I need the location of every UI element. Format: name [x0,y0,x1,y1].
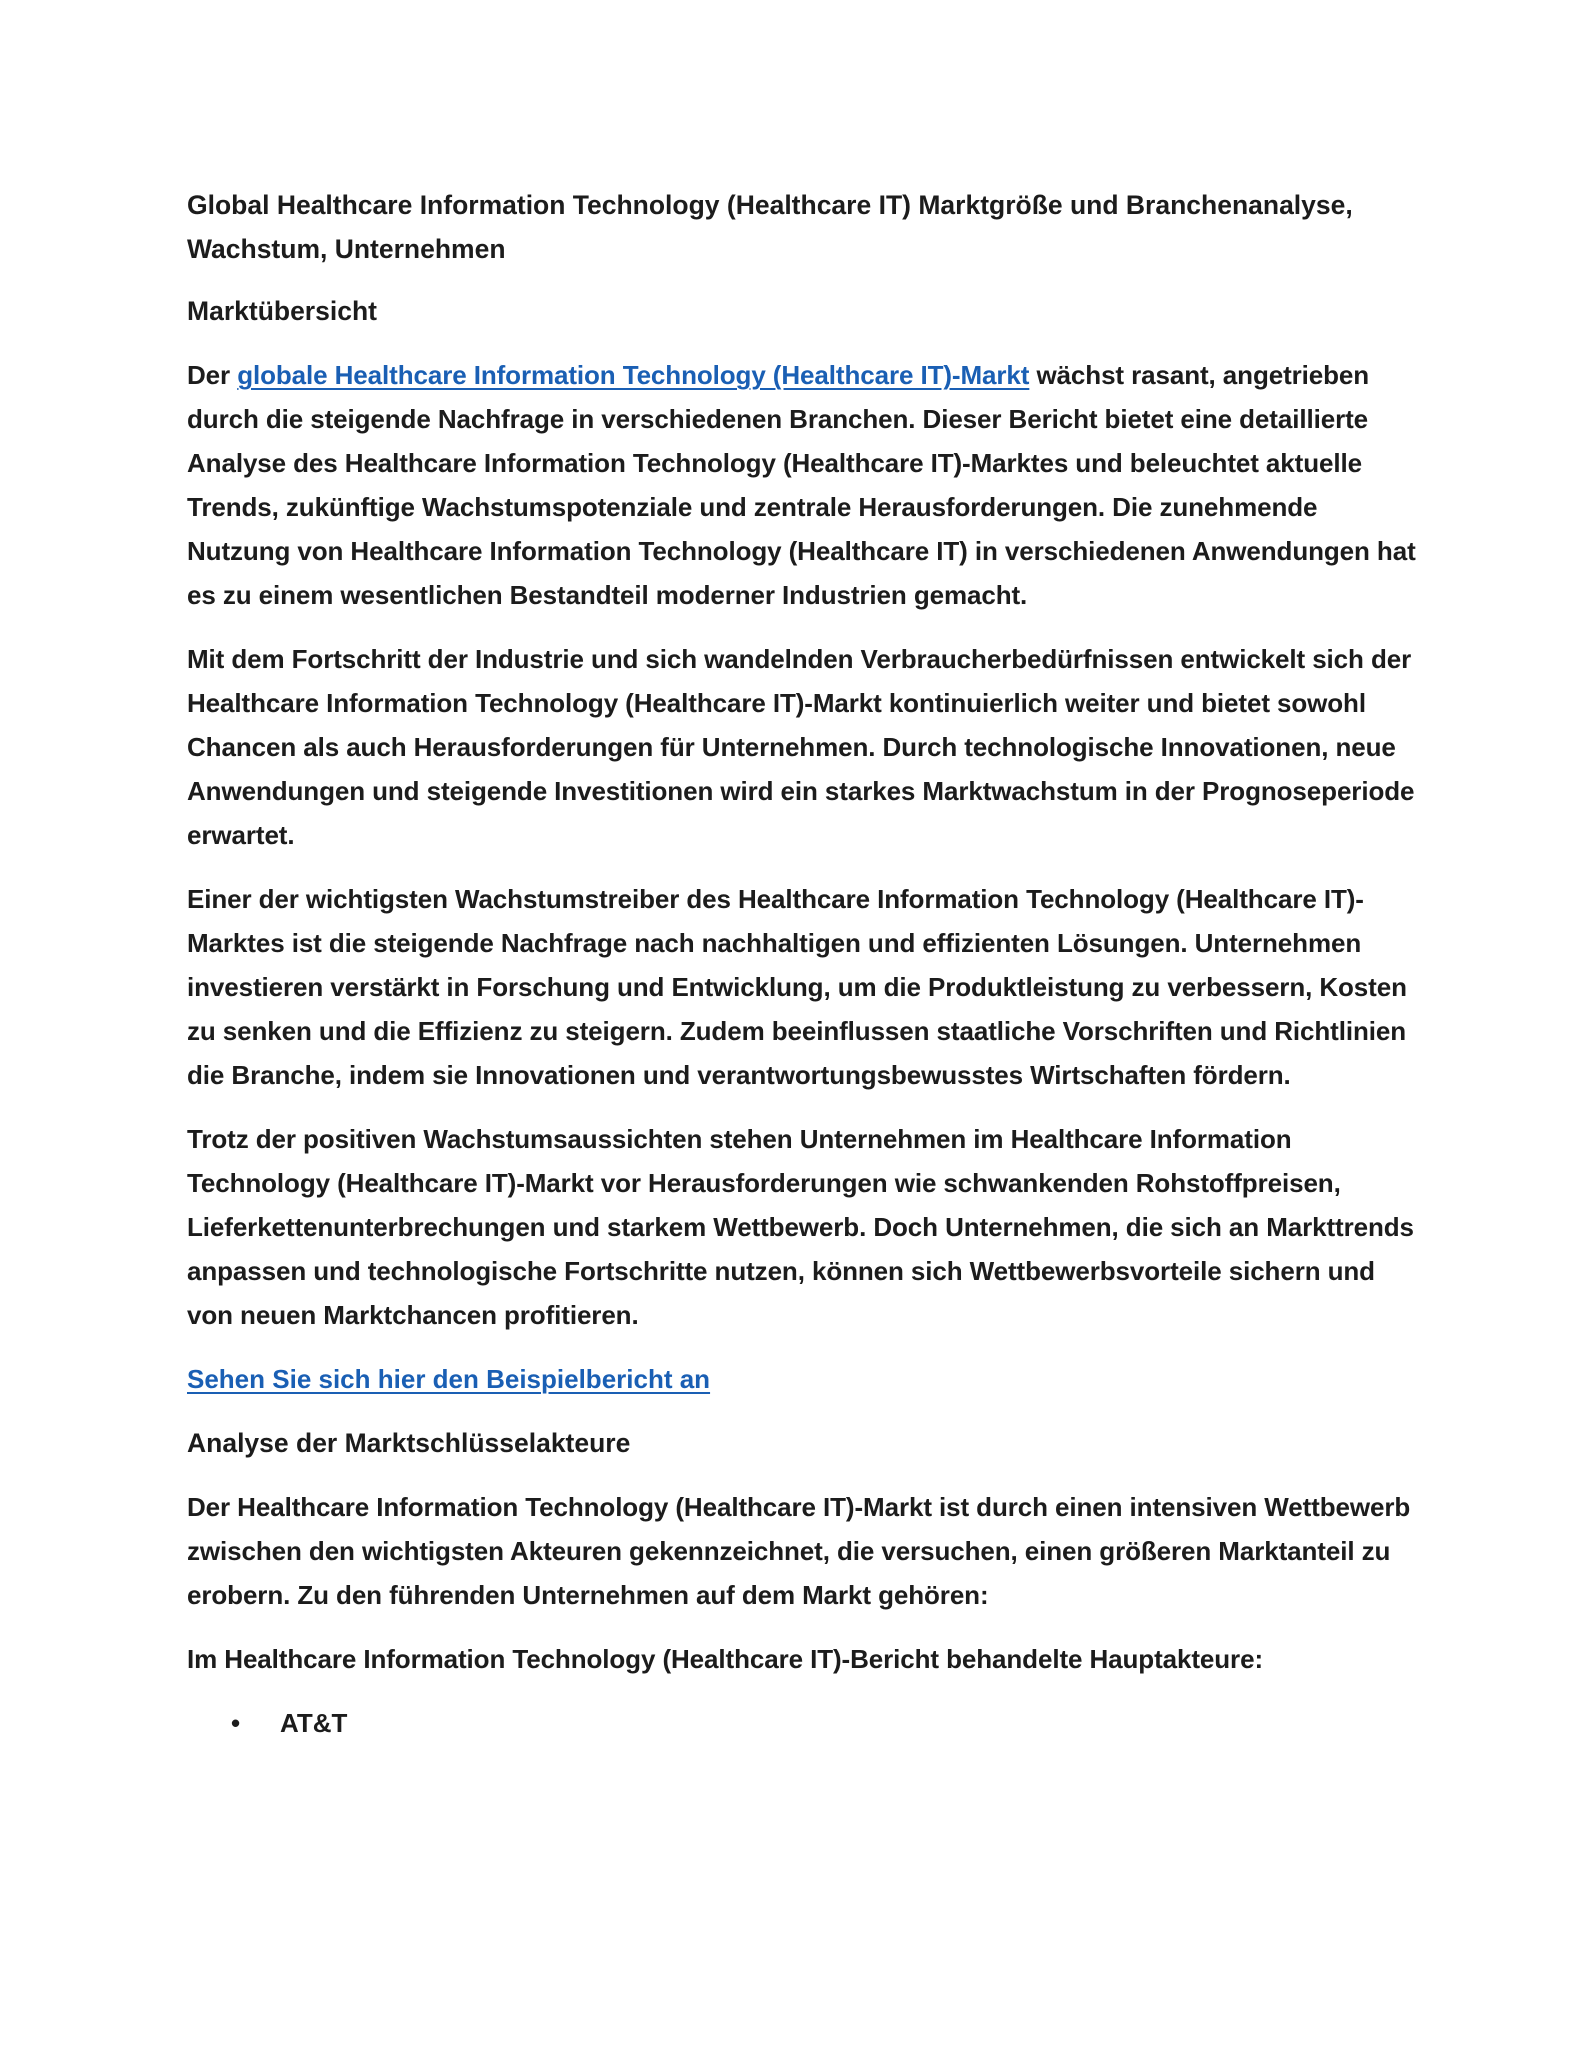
bullet-icon: • [231,1708,241,1738]
players-intro: Im Healthcare Information Technology (Healthcare IT)-Bericht behandelte Hauptakteure: [187,1644,1263,1674]
document-title: Global Healthcare Information Technology (Healthcare IT) Marktgröße und Branchenanalyse, Wachstum, Unternehmen [187,190,1353,264]
overview-heading: Marktübersicht [187,296,377,326]
paragraph-intro-suffix: wächst rasant, angetrieben durch die steigende Nachfrage in verschiedenen Branchen. Dieser Bericht bietet eine detaillierte Analyse des Healthcare Information Technology (Healthcare IT)-Marktes und beleuchtet aktuelle Trends, zukünftige Wachstumspotenziale und zentrale Herausforderungen. Die zunehmende Nutzung von Healthcare Information Technology (Healthcare IT) in verschiedenen Anwendungen hat es zu einem wesentlichen Bestandteil moderner Industrien gemacht. [187,360,1416,610]
sample-report-line [187,1357,1427,1401]
market-report-link[interactable]: globale Healthcare Information Technology (Healthcare IT)-Markt [237,360,1030,390]
paragraph-challenges: Trotz der positiven Wachstumsaussichten stehen Unternehmen im Healthcare Information Technology (Healthcare IT)-Markt vor Herausforderungen wie schwankenden Rohstoffpreisen, Lieferkettenunterbrechungen und starkem Wettbewerb. Doch Unternehmen, die sich an Markttrends anpassen und technologische Fortschritte nutzen, können sich Wettbewerbsvorteile sichern und von neuen Marktchancen profitieren. [187,1124,1414,1330]
paragraph-growth-drivers: Einer der wichtigsten Wachstumstreiber des Healthcare Information Technology (Healthcare IT)-Marktes ist die steigende Nachfrage nach nachhaltigen und effizienten Lösungen. Unternehmen investieren verstärkt in Forschung und Entwicklung, um die Produktleistung zu verbessern, Kosten zu senken und die Effizienz zu steigern. Zudem beeinflussen staatliche Vorschriften und Richtlinien die Branche, indem sie Innovationen und verantwortungsbewusstes Wirtschaften fördern. [187,884,1407,1090]
players-list [187,1701,1427,1745]
sample-report-link[interactable]: Sehen Sie sich hier den Beispielbericht an [187,1364,711,1394]
paragraph-development: Mit dem Fortschritt der Industrie und sich wandelnden Verbraucherbedürfnissen entwickelt sich der Healthcare Information Technology (Healthcare IT)-Markt kontinuierlich weiter und bietet sowohl Chancen als auch Herausforderungen für Unternehmen. Durch technologische Innovationen, neue Anwendungen und steigende Investitionen wird ein starkes Marktwachstum in der Prognoseperiode erwartet. [187,644,1415,850]
player-name: AT&T [280,1708,348,1738]
paragraph-intro-prefix: Der [187,360,238,390]
paragraph-intro [187,353,1427,617]
document-page [187,183,1427,1745]
players-heading: Analyse der Marktschlüsselakteure [187,1428,631,1458]
list-item [187,1701,1427,1745]
paragraph-competition: Der Healthcare Information Technology (Healthcare IT)-Markt ist durch einen intensiven Wettbewerb zwischen den wichtigsten Akteuren gekennzeichnet, die versuchen, einen größeren Marktanteil zu erobern. Zu den führenden Unternehmen auf dem Markt gehören: [187,1492,1411,1610]
